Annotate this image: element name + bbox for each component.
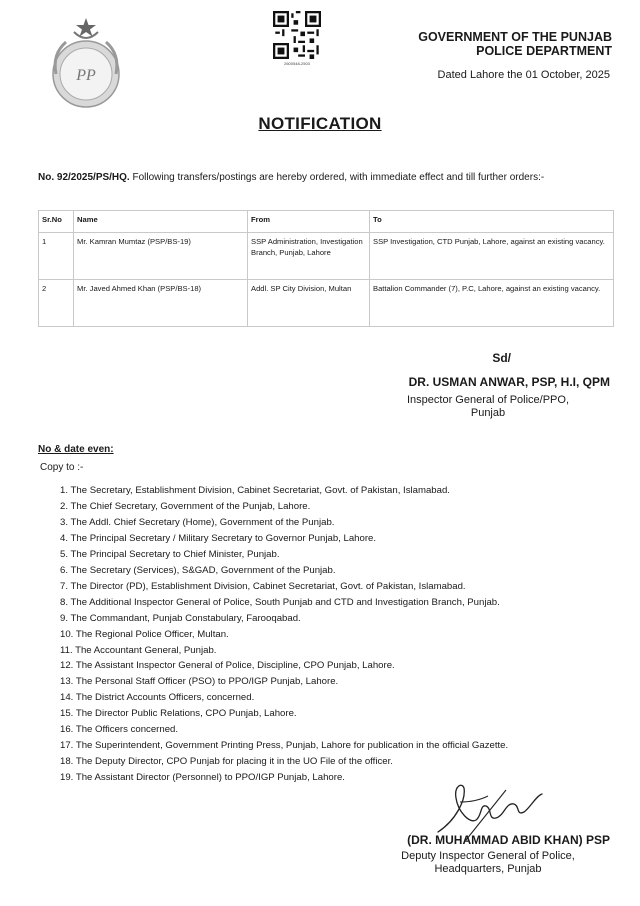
list-item: 5. The Principal Secretary to Chief Minister, Punjab. [60,548,280,560]
svg-text:PP: PP [76,67,96,84]
cell-from: Addl. SP City Division, Multan [248,280,370,327]
list-item: 7. The Director (PD), Establishment Division, Cabinet Secretariat, Govt. of Pakistan, Islamabad. [60,580,466,592]
list-item: 14. The District Accounts Officers, concerned. [60,692,255,704]
col-srno: Sr.No [39,211,74,233]
designation-line: Deputy Inspector General of Police, [401,850,575,862]
list-item: 15. The Director Public Relations, CPO Punjab, Lahore. [60,708,297,720]
gov-line: GOVERNMENT OF THE PUNJAB [418,30,612,44]
list-item: 6. The Secretary (Services), S&GAD, Government of the Punjab. [60,564,336,576]
list-item: 11. The Accountant General, Punjab. [60,644,217,656]
reference-number: No. 92/2025/PS/HQ. [38,172,130,183]
qr-code [273,11,321,59]
cell-srno: 2 [39,280,74,327]
col-name: Name [74,211,248,233]
list-item: 17. The Superintendent, Government Printing Press, Punjab, Lahore for publication in the official Gazette. [60,740,509,752]
list-item: 4. The Principal Secretary / Military Secretary to Governor Punjab, Lahore. [60,532,377,544]
cell-to: Battalion Commander (7), P.C, Lahore, against an existing vacancy. [370,280,614,327]
copy-distribution-list [60,483,508,786]
no-date-even-heading: No & date even: [38,444,114,455]
designation-line: Punjab [470,406,506,419]
igp-designation [368,394,608,419]
list-item: 3. The Addl. Chief Secretary (Home), Government of the Punjab. [60,516,335,528]
col-from: From [248,211,370,233]
igp-name: DR. USMAN ANWAR, PSP, H.I, QPM [408,375,610,389]
cell-name: Mr. Javed Ahmed Khan (PSP/BS-18) [74,280,248,327]
dig-designation [378,850,598,876]
list-item: 12. The Assistant Inspector General of Police, Discipline, CPO Punjab, Lahore. [60,660,395,672]
intro-paragraph [38,171,598,185]
dig-name: (DR. MUHAMMAD ABID KHAN) PSP [407,833,610,847]
list-item: 1. The Secretary, Establishment Division, Cabinet Secretariat, Govt. of Pakistan, Islamabad. [60,485,450,496]
cell-to: SSP Investigation, CTD Punjab, Lahore, against an existing vacancy. [370,233,614,280]
table-header-row [39,211,614,233]
cell-from: SSP Administration, Investigation Branch, Punjab, Lahore [248,233,370,280]
cell-name: Mr. Kamran Mumtaz (PSP/BS-19) [74,233,248,280]
col-to: To [370,211,614,233]
list-item: 16. The Officers concerned. [60,724,179,736]
cell-srno: 1 [39,233,74,280]
notification-title: NOTIFICATION [258,114,382,133]
list-item: 10. The Regional Police Officer, Multan. [60,628,229,640]
designation-line: Headquarters, Punjab [434,863,542,875]
table-row [39,280,614,327]
dept-line: POLICE DEPARTMENT [476,43,612,58]
sd-mark: Sd/ [492,351,511,365]
list-item: 2. The Chief Secretary, Government of the Punjab, Lahore. [60,500,311,512]
punjab-police-crest-logo [46,14,126,114]
intro-text: Following transfers/postings are hereby ordered, with immediate effect and till further orders:- [129,172,545,183]
list-item: 9. The Commandant, Punjab Constabulary, Farooqabad. [60,612,301,624]
copy-to-label: Copy to :- [40,462,84,473]
department-heading [418,31,612,58]
table-row [39,233,614,280]
list-item: 8. The Additional Inspector General of Police, South Punjab and CTD and Investigation Branch, Punjab. [60,596,500,608]
list-item: 19. The Assistant Director (Personnel) to PPO/IGP Punjab, Lahore. [60,772,345,784]
list-item: 13. The Personal Staff Officer (PSO) to PPO/IGP Punjab, Lahore. [60,676,339,688]
list-item: 18. The Deputy Director, CPO Punjab for placing it in the UO File of the officer. [60,756,393,768]
designation-line: Inspector General of Police/PPO, [406,394,570,406]
transfers-table [38,210,614,327]
date-line: Dated Lahore the 01 October, 2025 [437,69,610,81]
qr-code-number: 2600548-2503 [284,61,310,66]
